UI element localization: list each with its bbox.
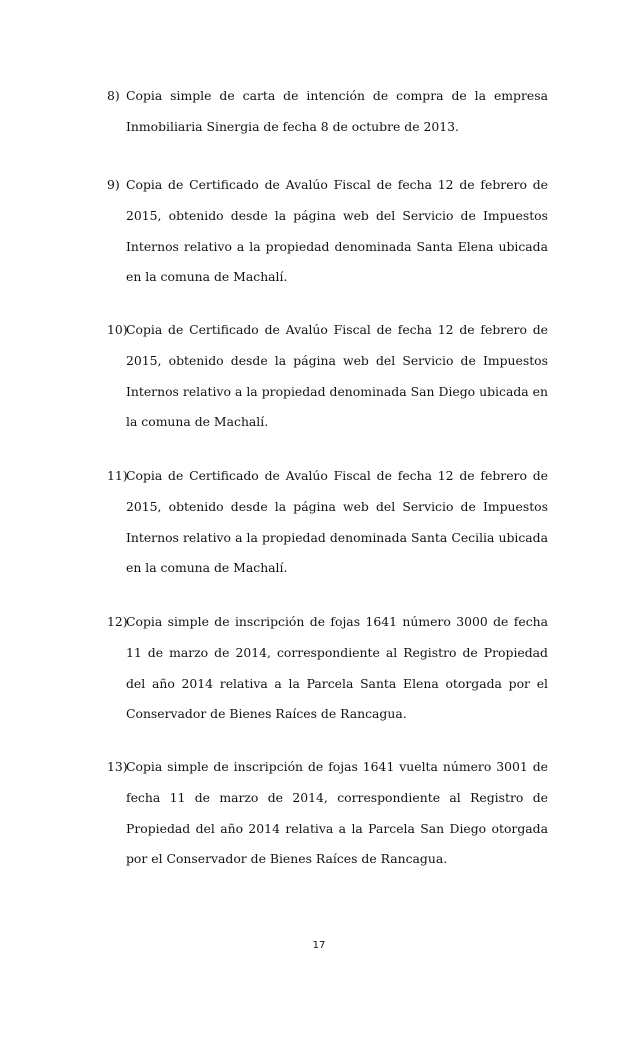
item-number: 11): [107, 468, 128, 483]
item-text: Copia de Certificado de Avalúo Fiscal de fecha 12 de febrero de 2015, obtenido desde la página web del Servicio de Impuestos Internos relativo a la propiedad denominada Santa Elena ubicada en la comuna de Machalí.: [126, 177, 548, 285]
item-text: Copia de Certificado de Avalúo Fiscal de fecha 12 de febrero de 2015, obtenido desde la página web del Servicio de Impuestos Internos relativo a la propiedad denominada Santa Cecilia ubicada en la comuna de Machalí.: [126, 468, 548, 576]
item-text: Copia simple de carta de intención de compra de la empresa Inmobiliaria Sinergia de fecha 8 de octubre de 2013.: [126, 88, 548, 134]
page-number: 17: [312, 940, 326, 951]
item-text: Copia simple de inscripción de fojas 1641 vuelta número 3001 de fecha 11 de marzo de 2014, correspondiente al Registro de Propiedad del año 2014 relativa a la Parcela San Diego otorgada por el Conservador de Bienes Raíces de Rancagua.: [126, 759, 548, 867]
list-item: [107, 607, 548, 730]
list-item: [107, 315, 548, 438]
list-item: [107, 81, 548, 143]
item-number: 12): [107, 614, 128, 629]
item-text: Copia de Certificado de Avalúo Fiscal de fecha 12 de febrero de 2015, obtenido desde la página web del Servicio de Impuestos Internos relativo a la propiedad denominada San Diego ubicada en la comuna de Machalí.: [126, 322, 548, 430]
list-item: [107, 461, 548, 584]
item-number: 10): [107, 322, 128, 337]
list-item: [107, 752, 548, 875]
item-number: 9): [107, 177, 120, 192]
item-number: 8): [107, 88, 120, 103]
item-text: Copia simple de inscripción de fojas 1641 número 3000 de fecha 11 de marzo de 2014, correspondiente al Registro de Propiedad del año 2014 relativa a la Parcela Santa Elena otorgada por el Conservador de Bienes Raíces de Rancagua.: [126, 614, 548, 722]
list-item: [107, 170, 548, 293]
item-number: 13): [107, 759, 128, 774]
